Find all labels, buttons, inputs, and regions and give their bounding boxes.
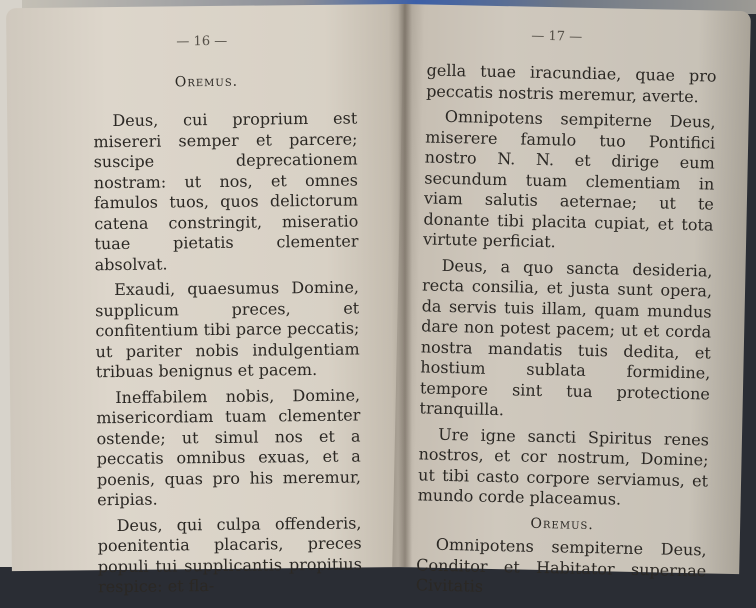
right-paragraph: Omnipotens sempiterne Deus, miserere famulo tuo Pontifici nostro N. N. et dirige eum secundum tuam clementiam in viam salutis aeternae; ut te donante tibi placita cupiat, et tota virtute perficiat. [422,106,716,252]
right-final-paragraph: Omnipotens sempiterne Deus, Conditor et Habitator supernae Civitatis [415,534,707,596]
left-paragraph: Exaudi, quaesumus Domine, supplicum preces, et confitentium tibi parce peccatis; ut pariter nobis indulgentiam tribuas benignus et pacem. [95,277,360,382]
right-paragraph: Ure igne sancti Spiritus renes nostros, et cor nostrum, Domine; ut tibi casto corpore serviamus, et mundo corde placeamus. [417,424,710,509]
book-spine [398,4,412,567]
left-page-number: — 16 — [176,33,228,50]
left-page-text [93,108,362,602]
left-paragraph: Deus, qui culpa offenderis, poenitentia placaris, preces populi tui supplicantis propitius respice: et fla- [97,512,362,597]
left-paragraph: Deus, cui proprium est misereri semper et parcere; suscipe deprecationem nostram: ut nos, et omnes famulos tuos, quos delictorum catena constringit, miseratio tuae pietatis clementer absolvat. [93,108,359,274]
left-page-heading: Oremus. [174,73,239,91]
right-page-number: — 17 — [531,28,583,45]
left-paragraph: Ineffabilem nobis, Domine, misericordiam tuam clementer ostende; ut simul nos et a peccatis omnibus exuas, et a poenis, quas pro his meremur, eripias. [96,384,362,510]
right-page [392,4,751,596]
right-page-heading: Oremus. [530,515,594,533]
open-book [6,4,751,597]
right-paragraph: Deus, a quo sancta desideria, recta consilia, et justa sunt opera, da servis tuis illam, quam mundus dare non potest pacem; ut et corda nostra mandatis tuis dedita, et hostium sublata formidine, tempore sint tua protectione tranquilla. [419,255,713,420]
right-page-text [416,60,717,606]
left-page [6,4,410,597]
right-continuation: gella tuae iracundiae, quae pro peccatis nostris meremur, averte. [425,60,717,106]
